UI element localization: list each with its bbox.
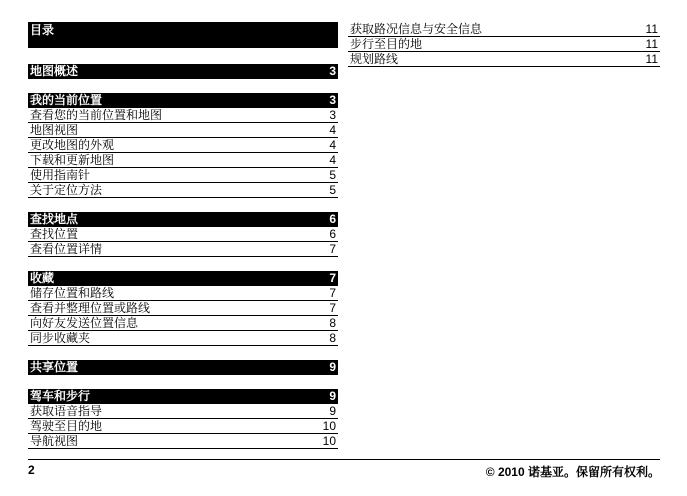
entry-label: 导航视图 xyxy=(30,434,79,448)
toc-entry[interactable] xyxy=(28,227,338,242)
toc-entry[interactable] xyxy=(28,404,338,419)
section-heading[interactable] xyxy=(28,64,338,79)
section-page: 6 xyxy=(329,212,336,226)
entry-page: 8 xyxy=(329,331,336,345)
section-page: 9 xyxy=(329,389,336,403)
entry-label: 获取语音指导 xyxy=(30,404,103,418)
entry-page: 10 xyxy=(322,419,336,433)
toc-entry[interactable] xyxy=(28,316,338,331)
entry-label: 查看并整理位置或路线 xyxy=(30,301,151,315)
entry-label: 下载和更新地图 xyxy=(30,153,115,167)
entry-page: 8 xyxy=(329,316,336,330)
toc-section xyxy=(28,64,338,79)
toc-entry[interactable] xyxy=(28,331,338,346)
entry-page: 3 xyxy=(329,108,336,122)
toc-entry[interactable] xyxy=(28,419,338,434)
entry-label: 驾驶至目的地 xyxy=(30,419,103,433)
section-title: 驾车和步行 xyxy=(30,389,91,403)
footer-divider xyxy=(28,459,660,460)
copyright-notice: © 2010 诺基亚。保留所有权利。 xyxy=(485,465,660,479)
toc-entry[interactable] xyxy=(28,434,338,449)
toc-entry[interactable] xyxy=(28,301,338,316)
toc-section xyxy=(28,93,338,198)
section-heading[interactable] xyxy=(28,212,338,227)
entry-label: 储存位置和路线 xyxy=(30,286,115,300)
toc-section xyxy=(28,389,338,449)
entry-label: 关于定位方法 xyxy=(30,183,103,197)
entry-page: 11 xyxy=(645,37,658,51)
section-title: 查找地点 xyxy=(30,212,79,226)
toc-section xyxy=(28,212,338,257)
toc-section xyxy=(28,360,338,375)
toc-right-column xyxy=(348,22,660,67)
toc-section xyxy=(28,271,338,346)
entry-label: 向好友发送位置信息 xyxy=(30,316,139,330)
entry-page: 7 xyxy=(329,301,336,315)
entry-page: 6 xyxy=(329,227,336,241)
toc-entry[interactable] xyxy=(28,168,338,183)
toc-entry[interactable] xyxy=(28,183,338,198)
section-page: 3 xyxy=(329,93,336,107)
entry-label: 规划路线 xyxy=(350,52,399,66)
toc-entry[interactable] xyxy=(348,37,660,52)
toc-entry[interactable] xyxy=(348,22,660,37)
section-title: 地图概述 xyxy=(30,64,79,78)
page-number: 2 xyxy=(28,463,35,477)
entry-label: 使用指南针 xyxy=(30,168,91,182)
section-title: 我的当前位置 xyxy=(30,93,103,107)
entry-label: 查看位置详情 xyxy=(30,242,103,256)
toc-entry[interactable] xyxy=(348,52,660,67)
entry-page: 4 xyxy=(329,153,336,167)
entry-page: 5 xyxy=(329,168,336,182)
toc-title: 目录 xyxy=(28,22,338,48)
section-page: 3 xyxy=(329,64,336,78)
section-page: 9 xyxy=(329,360,336,374)
section-heading[interactable] xyxy=(28,360,338,375)
entry-label: 查看您的当前位置和地图 xyxy=(30,108,163,122)
toc-left-column xyxy=(28,22,338,449)
section-title: 共享位置 xyxy=(30,360,79,374)
entry-label: 同步收藏夹 xyxy=(30,331,91,345)
entry-label: 地图视图 xyxy=(30,123,79,137)
entry-page: 4 xyxy=(329,138,336,152)
entry-page: 10 xyxy=(322,434,336,448)
entry-page: 9 xyxy=(329,404,336,418)
section-heading[interactable] xyxy=(28,271,338,286)
toc-entry[interactable] xyxy=(28,123,338,138)
entry-page: 7 xyxy=(329,286,336,300)
entry-label: 获取路况信息与安全信息 xyxy=(350,22,483,36)
toc-entry[interactable] xyxy=(28,286,338,301)
section-page: 7 xyxy=(329,271,336,285)
entry-label: 步行至目的地 xyxy=(350,37,423,51)
section-heading[interactable] xyxy=(28,93,338,108)
toc-entry[interactable] xyxy=(28,153,338,168)
toc-entry[interactable] xyxy=(28,138,338,153)
entry-page: 11 xyxy=(645,52,658,66)
entry-label: 查找位置 xyxy=(30,227,79,241)
section-heading[interactable] xyxy=(28,389,338,404)
toc-entry[interactable] xyxy=(28,108,338,123)
entry-label: 更改地图的外观 xyxy=(30,138,115,152)
entry-page: 11 xyxy=(645,22,658,36)
section-title: 收藏 xyxy=(30,271,55,285)
toc-entry[interactable] xyxy=(28,242,338,257)
entry-page: 4 xyxy=(329,123,336,137)
entry-page: 5 xyxy=(329,183,336,197)
entry-page: 7 xyxy=(329,242,336,256)
